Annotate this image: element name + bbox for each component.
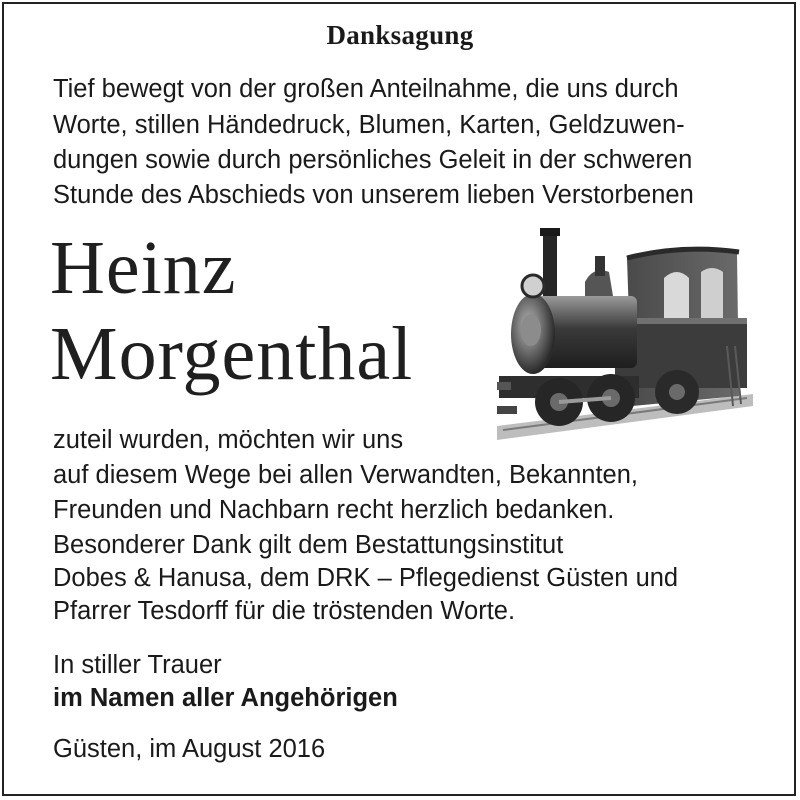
- closing-signature: im Namen aller Angehörigen: [53, 684, 398, 712]
- place-date: Güsten, im August 2016: [53, 735, 326, 763]
- notice-heading: Danksagung: [326, 20, 474, 50]
- closing-line: In stiller Trauer: [53, 651, 222, 679]
- body-line-3: Freunden und Nachbarn recht herzlich bedanken.: [53, 496, 615, 524]
- body-line-6: Pfarrer Tesdorff für die tröstenden Worte.: [53, 597, 516, 625]
- steam-locomotive-photo: [497, 226, 753, 446]
- body-line-5: Dobes & Hanusa, dem DRK – Pflegedienst Güsten und: [53, 564, 679, 592]
- body-line-1: zuteil wurden, möchten wir uns: [53, 426, 404, 454]
- intro-line-1: Tief bewegt von der großen Anteilnahme, die uns durch: [53, 75, 679, 103]
- intro-line-3: dungen sowie durch persönliches Geleit in der schweren: [53, 146, 693, 174]
- body-line-4: Besonderer Dank gilt dem Bestattungsinstitut: [53, 531, 564, 559]
- intro-line-2: Worte, stillen Händedruck, Blumen, Karten, Geldzuwen-: [53, 111, 685, 139]
- body-line-2: auf diesem Wege bei allen Verwandten, Bekannten,: [53, 461, 639, 489]
- deceased-first-name: Heinz: [50, 226, 237, 310]
- intro-line-4: Stunde des Abschieds von unserem lieben Verstorbenen: [53, 181, 694, 209]
- deceased-last-name: Morgenthal: [50, 312, 414, 396]
